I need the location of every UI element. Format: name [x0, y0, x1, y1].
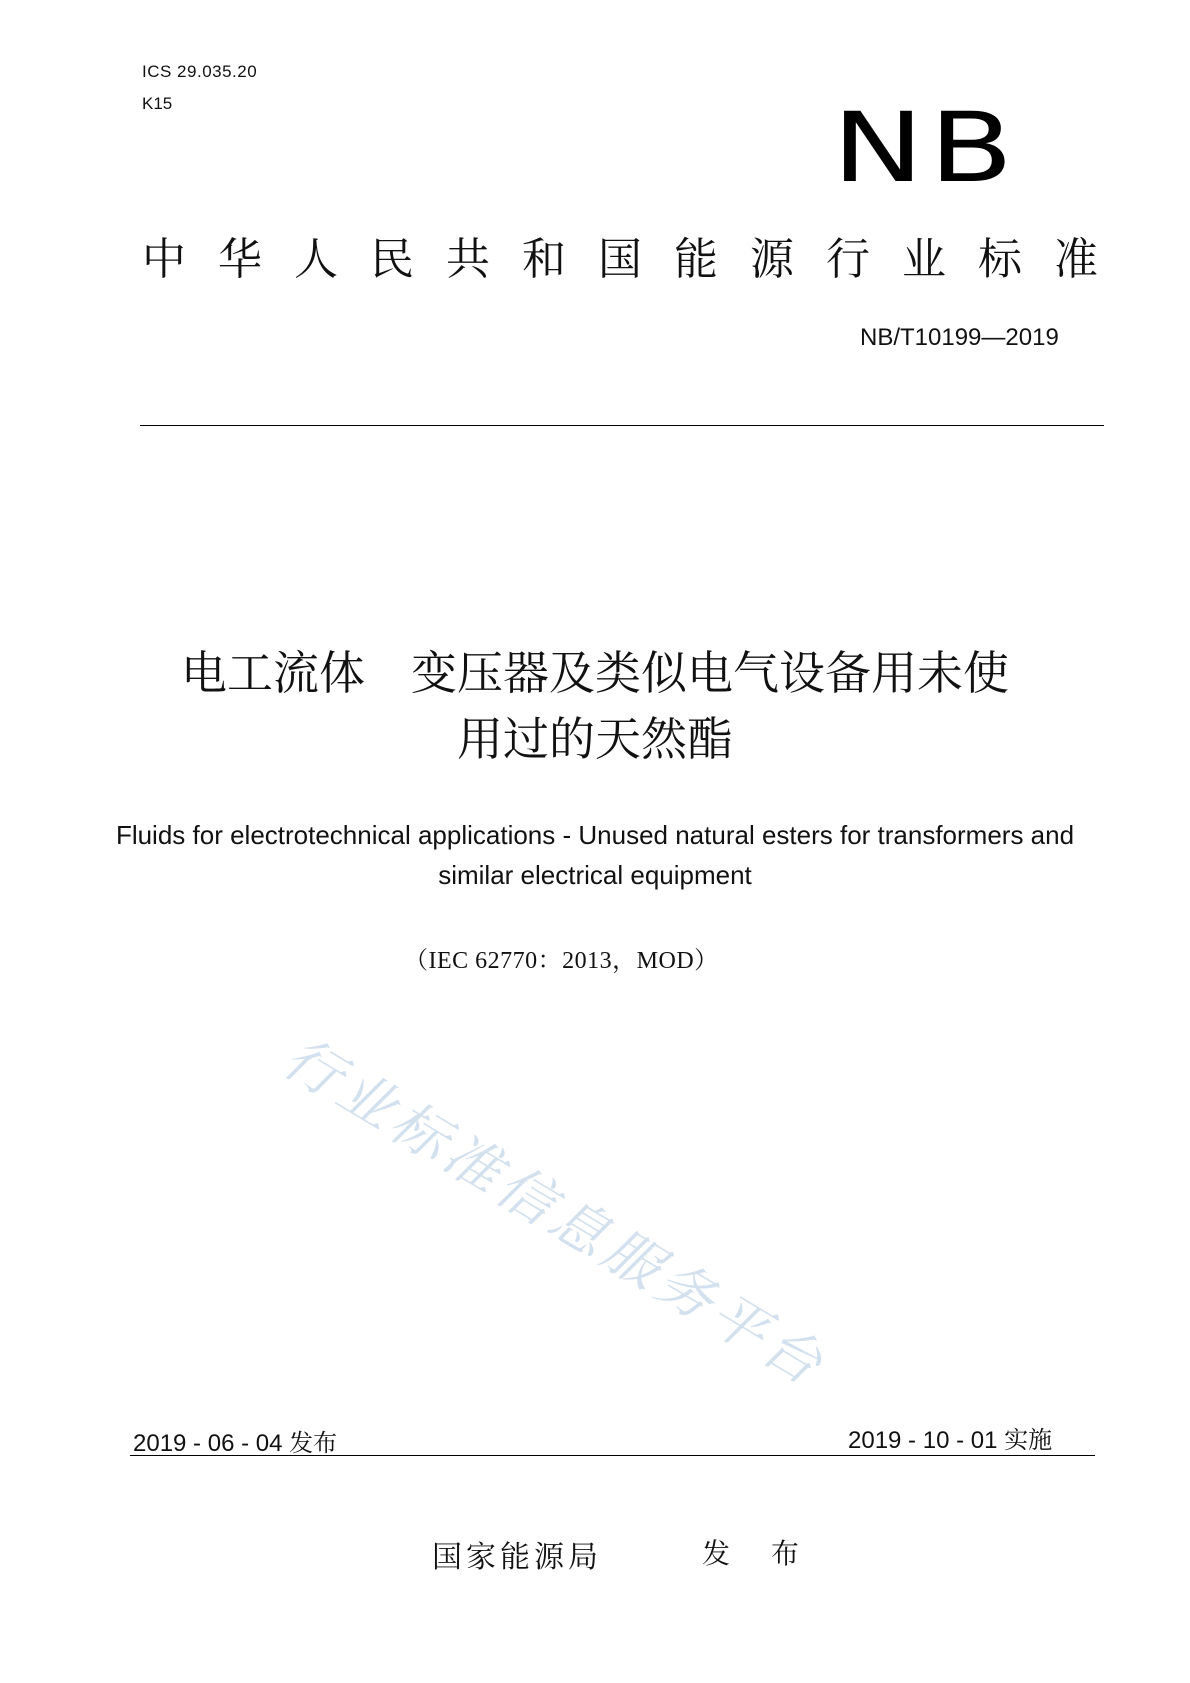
nb-logo: NB: [832, 92, 1019, 204]
english-title-line-2: similar electrical equipment: [438, 860, 752, 890]
classification-code: K15: [142, 94, 173, 113]
ics-code: ICS 29.035.20: [142, 62, 258, 81]
chinese-title: [100, 640, 1090, 772]
issuing-authority: 国家能源局: [432, 1540, 602, 1575]
standard-number: NB/T10199—2019: [860, 324, 1059, 351]
publication-date: 2019 - 06 - 04 发布: [133, 1430, 338, 1457]
chinese-title-line-1: 电工流体 变压器及类似电气设备用未使: [181, 646, 1009, 700]
english-title-line-1: Fluids for electrotechnical applications - Unused natural esters for transformers and: [115, 820, 1075, 850]
watermark: 行业标准信息服务平台: [272, 1025, 838, 1401]
english-title: [100, 815, 1090, 895]
issue-label: 发 布: [702, 1537, 815, 1570]
organization-title: 中华人民共和国能源行业标准: [142, 234, 1130, 285]
implementation-date: 2019 - 10 - 01 实施: [848, 1427, 1053, 1454]
chinese-title-line-2: 用过的天然酯: [457, 712, 733, 766]
adoption-note: （IEC 62770：2013，MOD）: [404, 948, 719, 974]
bottom-divider: [130, 1455, 1095, 1456]
top-divider: [140, 425, 1104, 426]
